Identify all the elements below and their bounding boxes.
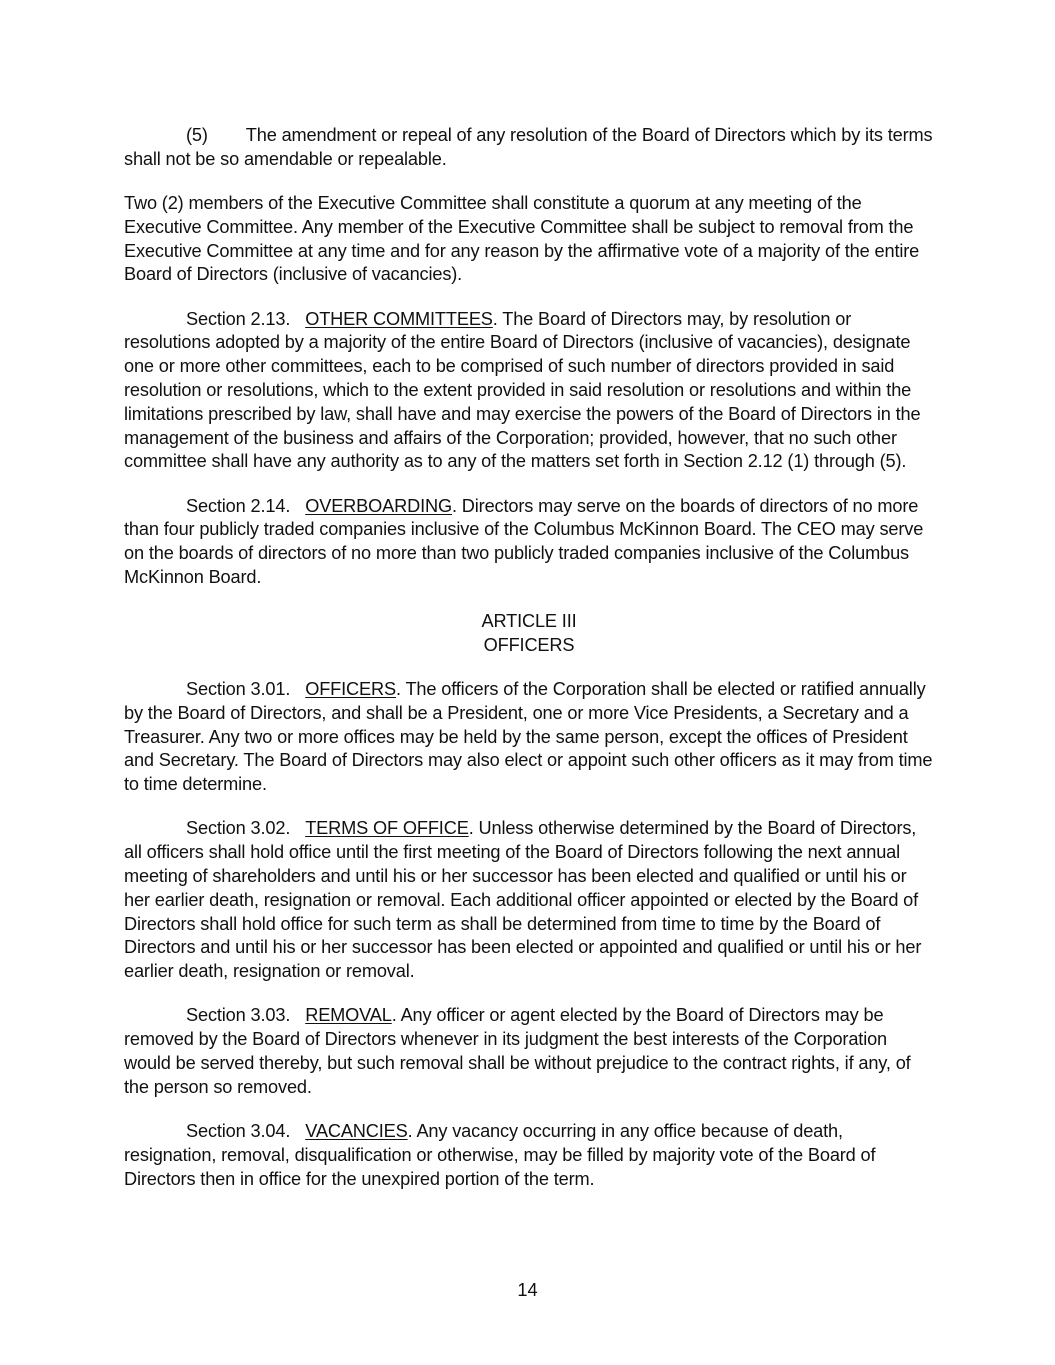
section-heading: TERMS OF OFFICE: [305, 818, 469, 839]
section-number: Section 3.04.: [186, 1121, 291, 1142]
section-3-04: [124, 1120, 934, 1191]
section-3-02: [124, 817, 934, 984]
document-page: [124, 124, 934, 1212]
section-3-03: [124, 1004, 934, 1099]
section-number: Section 3.03.: [186, 1005, 291, 1026]
section-heading: REMOVAL: [305, 1005, 392, 1026]
section-number: Section 3.01.: [186, 679, 291, 700]
section-heading: OVERBOARDING: [305, 495, 452, 516]
article-heading: [124, 610, 934, 658]
section-3-01: [124, 678, 934, 797]
article-title: OFFICERS: [483, 634, 575, 655]
section-2-13: [124, 308, 934, 475]
section-2-14: [124, 495, 934, 590]
section-text: . Any officer or agent elected by the Board of Directors may be removed by the Board of Directors whenever in its judgment the best interests of the Corporation would be served thereby, but such removal shall be without prejudice to the contract rights, if any, of the person so removed.: [124, 1005, 911, 1097]
section-heading: VACANCIES: [305, 1121, 408, 1142]
section-text: . The Board of Directors may, by resolution or resolutions adopted by a majority of the entire Board of Directors (inclusive of vacancies), designate one or more other committees, each to be comprised of such number of directors provided in said resolution or resolutions, which to the extent provided in said resolution or resolutions and within the limitations prescribed by law, shall have and may exercise the powers of the Board of Directors in the management of the business and affairs of the Corporation; provided, however, that no such other committee shall have any authority as to any of the matters set forth in Section 2.12 (1) through (5).: [124, 308, 921, 472]
section-text: . The officers of the Corporation shall be elected or ratified annually by the Board of Directors, and shall be a President, one or more Vice Presidents, a Secretary and a Treasurer. Any two or more offices may be held by the same person, except the offices of President and Secretary. The Board of Directors may also elect or appoint such other officers as it may from time to time determine.: [124, 679, 933, 795]
paragraph-quorum: Two (2) members of the Executive Committee shall constitute a quorum at any meeting of the Executive Committee. Any member of the Executive Committee shall be subject to removal from the Executive Committee at any time and for any reason by the affirmative vote of a majority of the entire Board of Directors (inclusive of vacancies).: [124, 192, 920, 285]
page-number: 14: [517, 1280, 538, 1300]
section-number: Section 3.02.: [186, 818, 291, 839]
item-marker: (5): [186, 125, 208, 145]
section-heading: OTHER COMMITTEES: [305, 308, 493, 329]
section-heading: OFFICERS: [305, 679, 396, 700]
section-number: Section 2.13.: [186, 308, 291, 329]
paragraph-item-5: [124, 124, 934, 172]
section-text: . Directors may serve on the boards of directors of no more than four publicly traded companies inclusive of the Columbus McKinnon Board. The CEO may serve on the boards of directors of no more than two publicly traded companies inclusive of the Columbus McKinnon Board.: [124, 495, 924, 587]
item-text: The amendment or repeal of any resolution of the Board of Directors which by its terms shall not be so amendable or repealable.: [124, 125, 933, 169]
section-text: . Unless otherwise determined by the Board of Directors, all officers shall hold office until the first meeting of the Board of Directors following the next annual meeting of shareholders and until his or her successor has been elected and qualified or until his or her earlier death, resignation or removal. Each additional officer appointed or elected by the Board of Directors shall hold office for such term as shall be determined from time to time by the Board of Directors and until his or her successor has been elected or appointed and qualified or until his or her earlier death, resignation or removal.: [124, 818, 922, 982]
section-number: Section 2.14.: [186, 495, 291, 516]
article-number: ARTICLE III: [481, 611, 577, 632]
section-text: . Any vacancy occurring in any office because of death, resignation, removal, disqualification or otherwise, may be filled by majority vote of the Board of Directors then in office for the unexpired portion of the term.: [124, 1121, 876, 1189]
